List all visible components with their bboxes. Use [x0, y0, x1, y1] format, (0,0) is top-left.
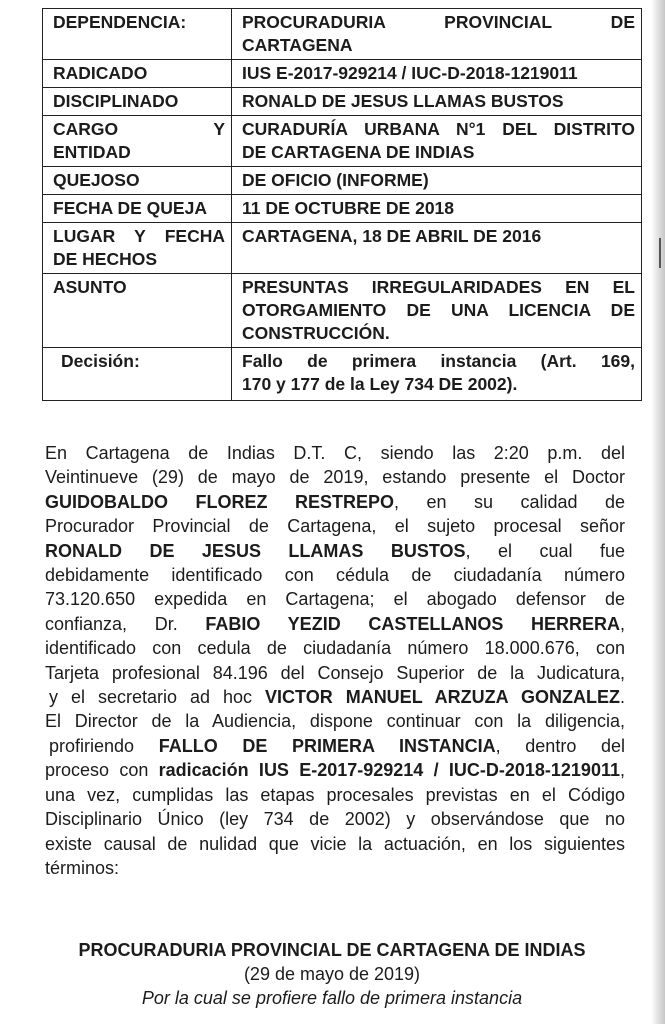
text-segment: 73.120.650 expedida en Cartagena; el abogado defensor de	[45, 589, 625, 610]
closing-title: PROCURADURIA PROVINCIAL DE CARTAGENA DE INDIAS	[78, 940, 586, 960]
text-segment: En Cartagena de Indias D.T. C, siendo las 2:20 p.m. del	[45, 443, 625, 463]
header-row	[43, 195, 642, 223]
closing-date: (29 de mayo de 2019)	[243, 964, 421, 984]
header-row	[43, 88, 642, 116]
header-key-line: FECHA DE QUEJA	[53, 198, 207, 218]
header-key-line: QUEJOSO	[53, 170, 140, 190]
case-header-table	[42, 8, 642, 401]
header-value-line: PRESUNTAS IRREGULARIDADES EN EL	[242, 277, 635, 297]
header-value-cell	[232, 348, 642, 401]
header-key-cell	[43, 195, 232, 223]
header-value-cell	[232, 9, 642, 60]
header-row	[43, 223, 642, 274]
text-segment: una vez, cumplidas las etapas procesales previstas en el Código	[45, 784, 625, 805]
text-segment: existe causal de nulidad que vicie la actuación, en los siguientes	[45, 833, 625, 854]
body-line	[45, 734, 625, 758]
header-value-line: DE CARTAGENA DE INDIAS	[242, 142, 475, 162]
text-segment: términos:	[45, 857, 120, 878]
page-edge-shadow	[651, 0, 665, 1024]
body-line	[45, 563, 625, 587]
text-segment: confianza, Dr.	[45, 613, 206, 634]
header-value-line: CARTAGENA	[242, 35, 353, 55]
header-value-line: 170 y 177 de la Ley 734 DE 2002).	[242, 374, 518, 394]
body-line	[45, 514, 625, 538]
body-line	[45, 856, 625, 880]
text-segment: ,	[619, 760, 625, 781]
body-line	[45, 758, 625, 782]
header-value-cell	[232, 223, 642, 274]
header-key-line: Decisión:	[61, 351, 140, 371]
text-segment: Disciplinario Único (ley 734 de 2002) y observándose que no	[45, 809, 625, 830]
text-segment: , dentro del	[495, 735, 625, 756]
header-row	[43, 167, 642, 195]
header-key-cell	[43, 9, 232, 60]
header-value-line: 11 DE OCTUBRE DE 2018	[242, 198, 455, 218]
text-segment: debidamente identificado con cédula de ciudadanía número	[45, 565, 625, 586]
header-value-line: Fallo de primera instancia (Art. 169,	[242, 351, 635, 371]
body-line	[45, 441, 625, 465]
header-key-line: LUGAR Y FECHA	[53, 226, 225, 246]
body-line	[45, 636, 625, 660]
body-line	[45, 685, 625, 709]
header-value-line: IUS E-2017-929214 / IUC-D-2018-1219011	[242, 63, 578, 83]
header-key-line: DEPENDENCIA:	[53, 12, 187, 32]
text-segment: y el secretario ad hoc	[49, 687, 266, 708]
header-key-cell	[43, 274, 232, 348]
text-segment: ,	[619, 613, 625, 634]
body-line	[45, 587, 625, 611]
header-value-line: CONSTRUCCIÓN.	[242, 323, 390, 343]
header-value-line: CARTAGENA, 18 DE ABRIL DE 2016	[242, 226, 542, 246]
header-key-line: ENTIDAD	[53, 142, 131, 162]
bold-segment: GUIDOBALDO FLOREZ RESTREPO	[45, 491, 394, 512]
header-key-line: CARGO Y	[53, 119, 225, 139]
header-value-line: DE OFICIO (INFORME)	[242, 170, 429, 190]
body-line	[45, 612, 625, 636]
body-line	[45, 539, 625, 563]
header-key-line: DISCIPLINADO	[53, 91, 179, 111]
bold-segment: RONALD DE JESUS LLAMAS BUSTOS	[45, 540, 466, 561]
body-paragraph	[45, 441, 625, 880]
body-line	[45, 807, 625, 831]
text-segment: identificado con cedula de ciudadanía número 18.000.676, con	[45, 638, 625, 659]
body-line	[45, 709, 625, 733]
header-key-cell	[43, 60, 232, 88]
header-value-line: OTORGAMIENTO DE UNA LICENCIA DE	[242, 300, 635, 320]
bold-segment: radicación IUS E-2017-929214 / IUC-D-2018-1219011	[158, 760, 620, 781]
header-key-cell	[43, 88, 232, 116]
text-segment: Procurador Provincial de Cartagena, el sujeto procesal señor	[45, 516, 625, 537]
header-key-cell	[43, 116, 232, 167]
header-key-line: RADICADO	[53, 63, 148, 83]
text-segment: profiriendo	[49, 735, 159, 756]
header-row	[43, 274, 642, 348]
header-value-line: RONALD DE JESUS LLAMAS BUSTOS	[242, 91, 564, 111]
header-value-cell	[232, 195, 642, 223]
text-segment: El Director de la Audiencia, dispone continuar con la diligencia,	[45, 711, 625, 732]
header-row	[43, 9, 642, 60]
bold-segment: FALLO DE PRIMERA INSTANCIA	[158, 735, 496, 756]
header-key-cell	[43, 167, 232, 195]
header-row	[43, 116, 642, 167]
body-line	[45, 661, 625, 685]
header-key-cell	[43, 223, 232, 274]
header-key-line: DE HECHOS	[53, 249, 158, 269]
text-segment: proceso con	[45, 760, 159, 781]
text-segment: , en su calidad de	[393, 491, 625, 512]
header-value-cell	[232, 60, 642, 88]
header-key-cell	[43, 348, 232, 401]
text-segment: Veintinueve (29) de mayo de 2019, estando presente el Doctor	[45, 467, 625, 488]
case-header-body	[43, 9, 642, 401]
bold-segment: FABIO YEZID CASTELLANOS HERRERA	[205, 613, 620, 634]
page-edge-mark	[659, 238, 661, 268]
header-value-cell	[232, 274, 642, 348]
text-segment: Tarjeta profesional 84.196 del Consejo Superior de la Judicatura,	[45, 662, 625, 683]
body-line	[45, 783, 625, 807]
header-row	[43, 60, 642, 88]
text-segment: , el cual fue	[465, 540, 625, 561]
header-value-cell	[232, 116, 642, 167]
bold-segment: VICTOR MANUEL ARZUZA GONZALEZ	[265, 687, 620, 708]
closing-subtitle: Por la cual se profiere fallo de primera instancia	[141, 988, 523, 1008]
header-key-line: ASUNTO	[53, 277, 127, 297]
body-line	[45, 490, 625, 514]
body-line	[45, 832, 625, 856]
header-value-line: CURADURÍA URBANA N°1 DEL DISTRITO	[242, 119, 635, 139]
closing-block	[42, 938, 622, 1010]
text-segment: .	[619, 687, 625, 708]
header-value-cell	[232, 167, 642, 195]
header-value-cell	[232, 88, 642, 116]
header-value-line: PROCURADURIA PROVINCIAL DE	[242, 12, 635, 32]
header-row	[43, 348, 642, 401]
body-line	[45, 465, 625, 489]
